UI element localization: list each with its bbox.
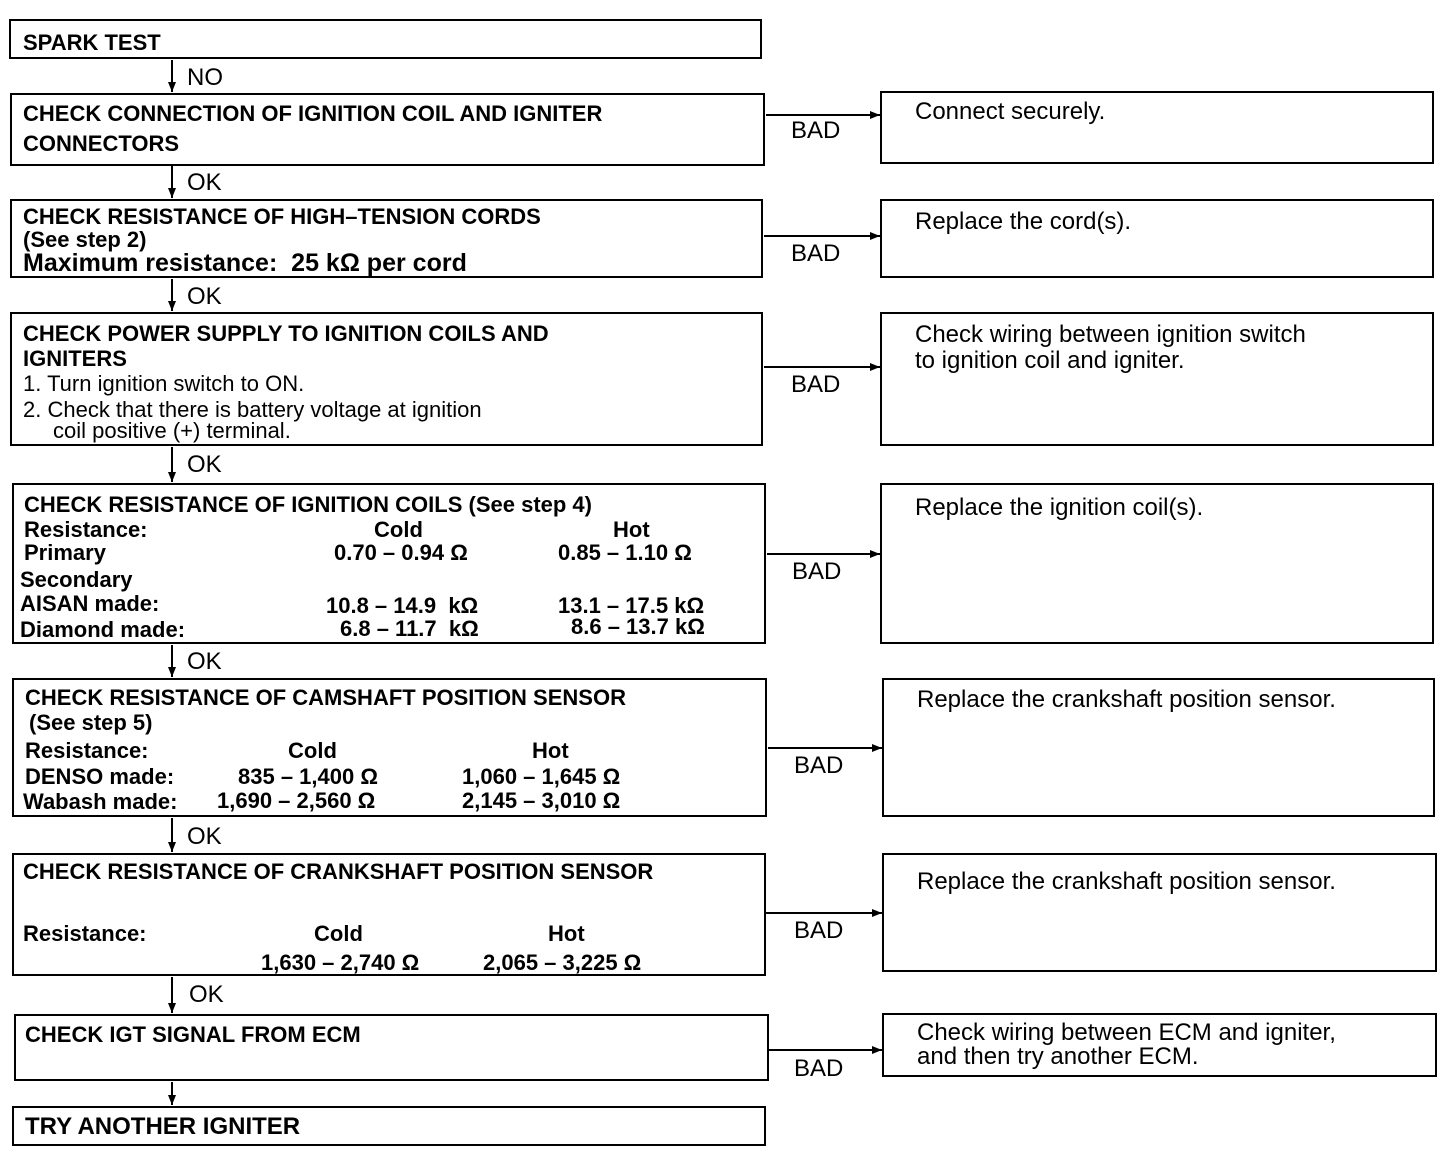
cam-wabash-cold: 1,690 – 2,560 Ω	[217, 788, 376, 813]
label-ok-6: OK	[189, 981, 224, 1008]
coils-diamond-cold: 6.8 – 11.7 kΩ	[340, 616, 479, 641]
step-spark-test	[9, 19, 762, 59]
remedy-cam-sensor	[882, 678, 1435, 817]
cam-resistance-label: Resistance:	[25, 738, 149, 763]
crank-cold-value: 1,630 – 2,740 Ω	[261, 950, 420, 975]
step-check-power-step-1: 1. Turn ignition switch to ON.	[23, 371, 305, 396]
remedy-ecm-line-2: and then try another ECM.	[917, 1043, 1199, 1070]
label-bad-3: BAD	[791, 371, 841, 398]
coils-secondary-label: Secondary	[20, 567, 133, 592]
step-check-power-step-2b: coil positive (+) terminal.	[53, 418, 291, 443]
remedy-wiring-line-1: Check wiring between ignition switch	[915, 321, 1306, 348]
step-check-connection	[10, 93, 765, 166]
label-bad-7: BAD	[794, 1055, 844, 1082]
cam-wabash-label: Wabash made:	[23, 789, 178, 814]
label-bad-5: BAD	[794, 752, 844, 779]
step-check-cords-step: (See step 2)	[23, 227, 147, 252]
remedy-ecm-line-1: Check wiring between ECM and igniter,	[917, 1019, 1336, 1046]
label-ok-3: OK	[187, 451, 222, 478]
step-check-igt-signal	[14, 1014, 769, 1081]
remedy-connect-text: Connect securely.	[915, 98, 1106, 125]
remedy-coils-text: Replace the ignition coil(s).	[915, 494, 1204, 521]
label-ok-5: OK	[187, 823, 222, 850]
remedy-wiring	[880, 312, 1434, 446]
step-check-cords	[10, 199, 763, 278]
crank-hot-label: Hot	[548, 921, 585, 946]
step-check-power-title-2: IGNITERS	[23, 346, 127, 371]
crank-resistance-label: Resistance:	[23, 921, 147, 946]
coils-aisan-hot: 13.1 – 17.5 kΩ	[558, 593, 705, 618]
step-check-camshaft	[12, 678, 767, 817]
step-check-camshaft-step: (See step 5)	[29, 710, 153, 735]
label-bad-4: BAD	[792, 558, 842, 585]
step-try-igniter	[12, 1106, 766, 1146]
coils-hot-label: Hot	[613, 517, 650, 542]
cam-denso-cold: 835 – 1,400 Ω	[238, 764, 378, 789]
label-ok-1: OK	[187, 169, 222, 196]
remedy-wiring-line-2: to ignition coil and igniter.	[915, 347, 1185, 374]
coils-aisan-label: AISAN made:	[20, 591, 160, 616]
label-bad-2: BAD	[791, 240, 841, 267]
cam-denso-hot: 1,060 – 1,645 Ω	[462, 764, 621, 789]
coils-diamond-label: Diamond made:	[20, 617, 186, 642]
label-bad-1: BAD	[791, 117, 841, 144]
remedy-coils	[880, 483, 1434, 644]
step-check-cords-max: Maximum resistance: 25 kΩ per cord	[23, 249, 467, 277]
step-check-connection-title-2: CONNECTORS	[23, 131, 180, 156]
coils-diamond-hot: 8.6 – 13.7 kΩ	[571, 614, 705, 639]
remedy-cam-sensor-text: Replace the crankshaft position sensor.	[917, 686, 1336, 713]
label-no: NO	[187, 64, 223, 91]
step-check-igt-signal-title: CHECK IGT SIGNAL FROM ECM	[25, 1022, 361, 1047]
step-check-camshaft-title: CHECK RESISTANCE OF CAMSHAFT POSITION SENSOR	[25, 685, 626, 710]
crank-cold-label: Cold	[314, 921, 363, 946]
step-spark-test-label: SPARK TEST	[23, 30, 161, 55]
label-ok-2: OK	[187, 283, 222, 310]
coils-cold-label: Cold	[374, 517, 423, 542]
cam-wabash-hot: 2,145 – 3,010 Ω	[462, 788, 621, 813]
step-check-power-title: CHECK POWER SUPPLY TO IGNITION COILS AND	[23, 321, 549, 346]
coils-resistance-label: Resistance:	[24, 517, 148, 542]
step-check-power	[10, 312, 763, 446]
step-check-cords-title: CHECK RESISTANCE OF HIGH–TENSION CORDS	[23, 204, 541, 229]
remedy-ecm	[882, 1013, 1437, 1077]
label-bad-6: BAD	[794, 917, 844, 944]
coils-primary-hot: 0.85 – 1.10 Ω	[558, 540, 692, 565]
label-ok-4: OK	[187, 648, 222, 675]
coils-primary-cold: 0.70 – 0.94 Ω	[334, 540, 468, 565]
cam-cold-label: Cold	[288, 738, 337, 763]
step-check-crankshaft-title: CHECK RESISTANCE OF CRANKSHAFT POSITION SENSOR	[23, 859, 654, 884]
step-check-connection-title: CHECK CONNECTION OF IGNITION COIL AND IGNITER	[23, 101, 603, 126]
remedy-crank-sensor	[882, 853, 1437, 972]
remedy-crank-sensor-text: Replace the crankshaft position sensor.	[917, 868, 1336, 895]
coils-primary-label: Primary	[24, 540, 106, 565]
cam-denso-label: DENSO made:	[25, 764, 175, 789]
crank-hot-value: 2,065 – 3,225 Ω	[483, 950, 642, 975]
cam-hot-label: Hot	[532, 738, 569, 763]
step-check-coils	[12, 483, 766, 644]
step-check-power-step-2: 2. Check that there is battery voltage at ignition	[23, 397, 482, 422]
step-check-crankshaft	[12, 853, 766, 976]
remedy-cords	[880, 199, 1434, 278]
remedy-cords-text: Replace the cord(s).	[915, 208, 1132, 235]
remedy-connect	[880, 91, 1434, 164]
step-try-igniter-label: TRY ANOTHER IGNITER	[25, 1113, 301, 1140]
coils-aisan-cold: 10.8 – 14.9 kΩ	[326, 593, 479, 618]
step-check-coils-title: CHECK RESISTANCE OF IGNITION COILS (See step 4)	[24, 492, 592, 517]
